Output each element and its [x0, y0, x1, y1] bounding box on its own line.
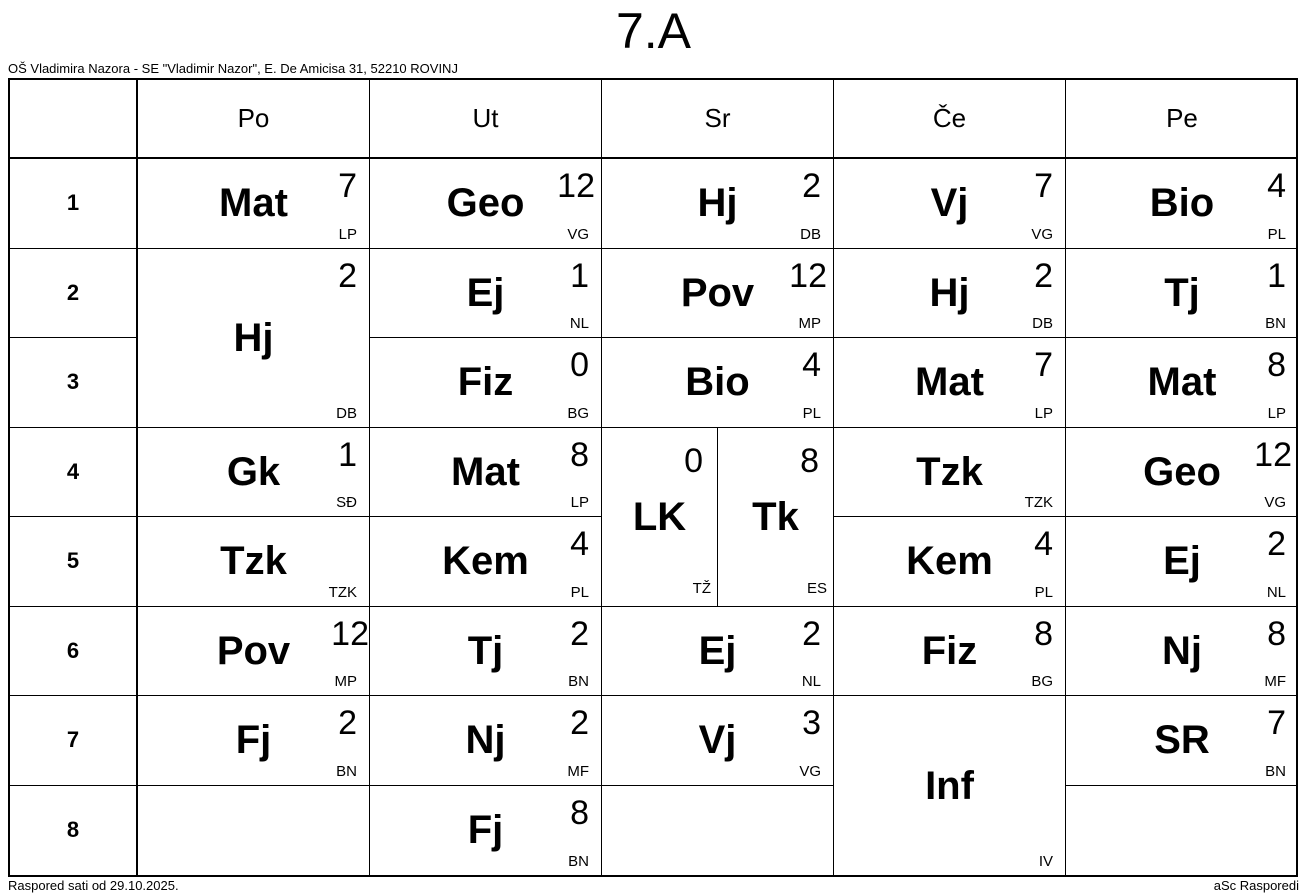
day-label: Pe	[1166, 103, 1198, 133]
school-info: OŠ Vladimira Nazora - SE "Vladimir Nazor", E. De Amicisa 31, 52210 ROVINJ	[8, 61, 458, 76]
period-cell-5	[10, 517, 138, 607]
room-number: 2	[1034, 256, 1053, 295]
teacher-code: PL	[802, 404, 821, 422]
teacher-code: LP	[1034, 404, 1053, 422]
lesson-cell-ut-3	[370, 338, 602, 428]
room-number: 2	[802, 167, 821, 205]
day-label: Ut	[472, 103, 499, 133]
subject-name: Nj	[1162, 628, 1202, 673]
room-number: 1	[338, 435, 357, 474]
lesson-cell-ut-1	[370, 159, 602, 249]
room-number: 2	[570, 704, 589, 742]
teacher-code: DB	[336, 404, 357, 422]
subject-name: Hj	[929, 270, 970, 315]
teacher-code: MP	[334, 673, 357, 690]
lesson-cell-ce-3	[834, 338, 1066, 428]
room-number: 7	[1034, 167, 1053, 205]
room-number: 4	[1034, 525, 1053, 563]
room-number: 3	[802, 704, 821, 742]
teacher-code: BN	[336, 762, 357, 780]
teacher-code: TZK	[328, 583, 357, 601]
day-header-ce	[834, 80, 1066, 159]
period-number: 3	[66, 369, 80, 395]
room-number: 12	[789, 256, 827, 295]
subject-name: Kem	[906, 539, 993, 584]
lesson-cell-ce-5	[834, 517, 1066, 607]
empty-cell-pe-8	[1066, 786, 1298, 876]
teacher-code: DB	[800, 225, 821, 243]
room-number: 4	[1267, 167, 1286, 205]
day-label: Če	[932, 103, 967, 133]
subject-name: Kem	[442, 539, 529, 584]
lesson-cell-pe-2	[1066, 249, 1298, 339]
lesson-cell-sr-1	[602, 159, 834, 249]
room-number: 7	[1034, 346, 1053, 384]
period-cell-7	[10, 696, 138, 786]
subject-name: Fiz	[921, 628, 978, 673]
teacher-code: BN	[1265, 315, 1286, 332]
corner-cell	[10, 80, 138, 159]
teacher-code: ES	[806, 579, 827, 597]
teacher-code: SĐ	[336, 494, 357, 511]
lesson-cell-po-7	[138, 696, 370, 786]
room-number: 8	[800, 441, 819, 480]
room-number: 8	[570, 793, 589, 832]
subject-name: Mat	[451, 449, 520, 494]
room-number: 7	[338, 167, 357, 205]
lesson-cell-pe-7	[1066, 696, 1298, 786]
room-number: 0	[684, 441, 703, 480]
lesson-cell-ce-7-8	[834, 696, 1066, 875]
period-number: 4	[66, 458, 80, 484]
period-cell-6	[10, 607, 138, 697]
teacher-code: VG	[1031, 225, 1053, 243]
subject-name: Geo	[1143, 449, 1221, 494]
teacher-code: VG	[567, 225, 589, 243]
split-group-right	[718, 428, 833, 606]
room-number: 4	[570, 525, 589, 563]
room-number: 8	[1267, 614, 1286, 653]
subject-name: Fj	[235, 718, 272, 763]
lesson-cell-sr-2	[602, 249, 834, 339]
period-cell-8	[10, 786, 138, 876]
timetable-grid	[10, 80, 1296, 875]
split-group-left	[602, 428, 718, 606]
subject-name: SR	[1154, 718, 1210, 763]
subject-name: Bio	[1149, 181, 1215, 226]
period-number: 5	[66, 548, 80, 574]
lesson-cell-ce-1	[834, 159, 1066, 249]
room-number: 1	[570, 256, 589, 295]
teacher-code: LP	[570, 494, 589, 511]
day-header-pe	[1066, 80, 1298, 159]
room-number: 2	[338, 256, 357, 295]
room-number: 1	[1267, 256, 1286, 295]
room-number: 12	[1254, 435, 1292, 474]
period-cell-4	[10, 428, 138, 518]
subject-name: Gk	[226, 449, 281, 494]
period-cell-3	[10, 338, 138, 428]
empty-cell-po-8	[138, 786, 370, 876]
lesson-cell-ut-4	[370, 428, 602, 518]
teacher-code: PL	[1267, 225, 1286, 243]
subject-name: Ej	[698, 628, 737, 673]
teacher-code: IV	[1038, 853, 1053, 870]
teacher-code: NL	[569, 315, 589, 332]
teacher-code: BN	[568, 673, 589, 690]
subject-name: Pov	[216, 628, 291, 673]
day-label: Sr	[704, 103, 731, 133]
room-number: 2	[570, 614, 589, 653]
subject-name: Nj	[465, 718, 506, 763]
subject-name: Ej	[466, 270, 505, 315]
lesson-cell-sr-3	[602, 338, 834, 428]
teacher-code: LP	[338, 225, 357, 243]
lesson-cell-ut-6	[370, 607, 602, 697]
room-number: 12	[557, 167, 595, 205]
teacher-code: VG	[799, 762, 821, 780]
timetable-title: 7.A	[615, 3, 692, 59]
period-cell-1	[10, 159, 138, 249]
teacher-code: DB	[1032, 315, 1053, 332]
teacher-code: LP	[1267, 404, 1286, 422]
subject-name: Fj	[467, 808, 504, 853]
lesson-cell-ce-6	[834, 607, 1066, 697]
period-number: 7	[66, 727, 80, 753]
subject-name: Mat	[1147, 360, 1217, 405]
lesson-cell-pe-4	[1066, 428, 1298, 518]
subject-name: Tj	[1164, 270, 1200, 315]
lesson-cell-ut-2	[370, 249, 602, 339]
lesson-cell-po-5	[138, 517, 370, 607]
teacher-code: PL	[1034, 583, 1053, 601]
subject-name: Geo	[446, 181, 525, 226]
teacher-code: MF	[1264, 673, 1286, 690]
empty-cell-sr-8	[602, 786, 834, 876]
lesson-cell-po-1	[138, 159, 370, 249]
subject-name: Inf	[925, 763, 974, 808]
lesson-cell-ut-7	[370, 696, 602, 786]
room-number: 2	[1267, 525, 1286, 563]
lesson-cell-ce-2	[834, 249, 1066, 339]
day-label: Po	[237, 103, 270, 133]
subject-name: Bio	[685, 360, 750, 405]
subject-name: Tzk	[916, 449, 983, 494]
subject-name: Hj	[697, 181, 738, 226]
teacher-code: BN	[568, 853, 589, 870]
subject-name: Tj	[467, 628, 504, 673]
room-number: 8	[570, 435, 589, 474]
room-number: 7	[1267, 704, 1286, 742]
lesson-cell-pe-6	[1066, 607, 1298, 697]
subject-name: Hj	[233, 315, 274, 360]
teacher-code: TZK	[1024, 494, 1053, 511]
subject-name: Tzk	[220, 539, 287, 584]
subject-name: Mat	[219, 181, 288, 226]
subject-name: Mat	[915, 360, 984, 405]
teacher-code: VG	[1264, 494, 1286, 511]
period-number: 1	[66, 190, 80, 216]
teacher-code: NL	[801, 673, 821, 690]
lesson-cell-pe-5	[1066, 517, 1298, 607]
subject-name: Pov	[680, 270, 755, 315]
room-number: 4	[802, 346, 821, 384]
lesson-cell-pe-3	[1066, 338, 1298, 428]
period-number: 2	[66, 279, 80, 305]
day-header-sr	[602, 80, 834, 159]
teacher-code: MP	[798, 315, 821, 332]
lesson-cell-sr-4-5-split	[602, 428, 834, 607]
timetable-frame	[8, 78, 1298, 877]
teacher-code: TŽ	[692, 579, 711, 597]
lesson-cell-ut-5	[370, 517, 602, 607]
lesson-cell-ut-8	[370, 786, 602, 876]
teacher-code: NL	[1266, 583, 1286, 601]
footer-date: Raspored sati od 29.10.2025.	[8, 878, 179, 893]
lesson-cell-po-2-3	[138, 249, 370, 428]
lesson-cell-po-6	[138, 607, 370, 697]
subject-name: Fiz	[457, 360, 514, 405]
room-number: 12	[331, 614, 369, 653]
subject-name: Tk	[752, 494, 799, 539]
teacher-code: BN	[1265, 762, 1286, 780]
subject-name: Vj	[930, 181, 969, 226]
teacher-code: BG	[567, 404, 589, 422]
subject-name: Ej	[1163, 539, 1201, 584]
lesson-cell-sr-7	[602, 696, 834, 786]
lesson-cell-po-4	[138, 428, 370, 518]
teacher-code: PL	[570, 583, 589, 601]
subject-name: LK	[632, 494, 687, 539]
period-number: 8	[66, 817, 80, 843]
teacher-code: BG	[1031, 673, 1053, 690]
teacher-code: MF	[567, 762, 589, 780]
day-header-ut	[370, 80, 602, 159]
period-number: 6	[66, 637, 80, 663]
room-number: 8	[1267, 346, 1286, 384]
period-cell-2	[10, 249, 138, 339]
lesson-cell-ce-4	[834, 428, 1066, 518]
day-header-po	[138, 80, 370, 159]
room-number: 8	[1034, 614, 1053, 653]
footer-software: aSc Rasporedi	[1213, 878, 1299, 893]
lesson-cell-pe-1	[1066, 159, 1298, 249]
lesson-cell-sr-6	[602, 607, 834, 697]
subject-name: Vj	[698, 718, 737, 763]
room-number: 2	[802, 614, 821, 653]
room-number: 2	[338, 704, 357, 742]
room-number: 0	[570, 346, 589, 384]
